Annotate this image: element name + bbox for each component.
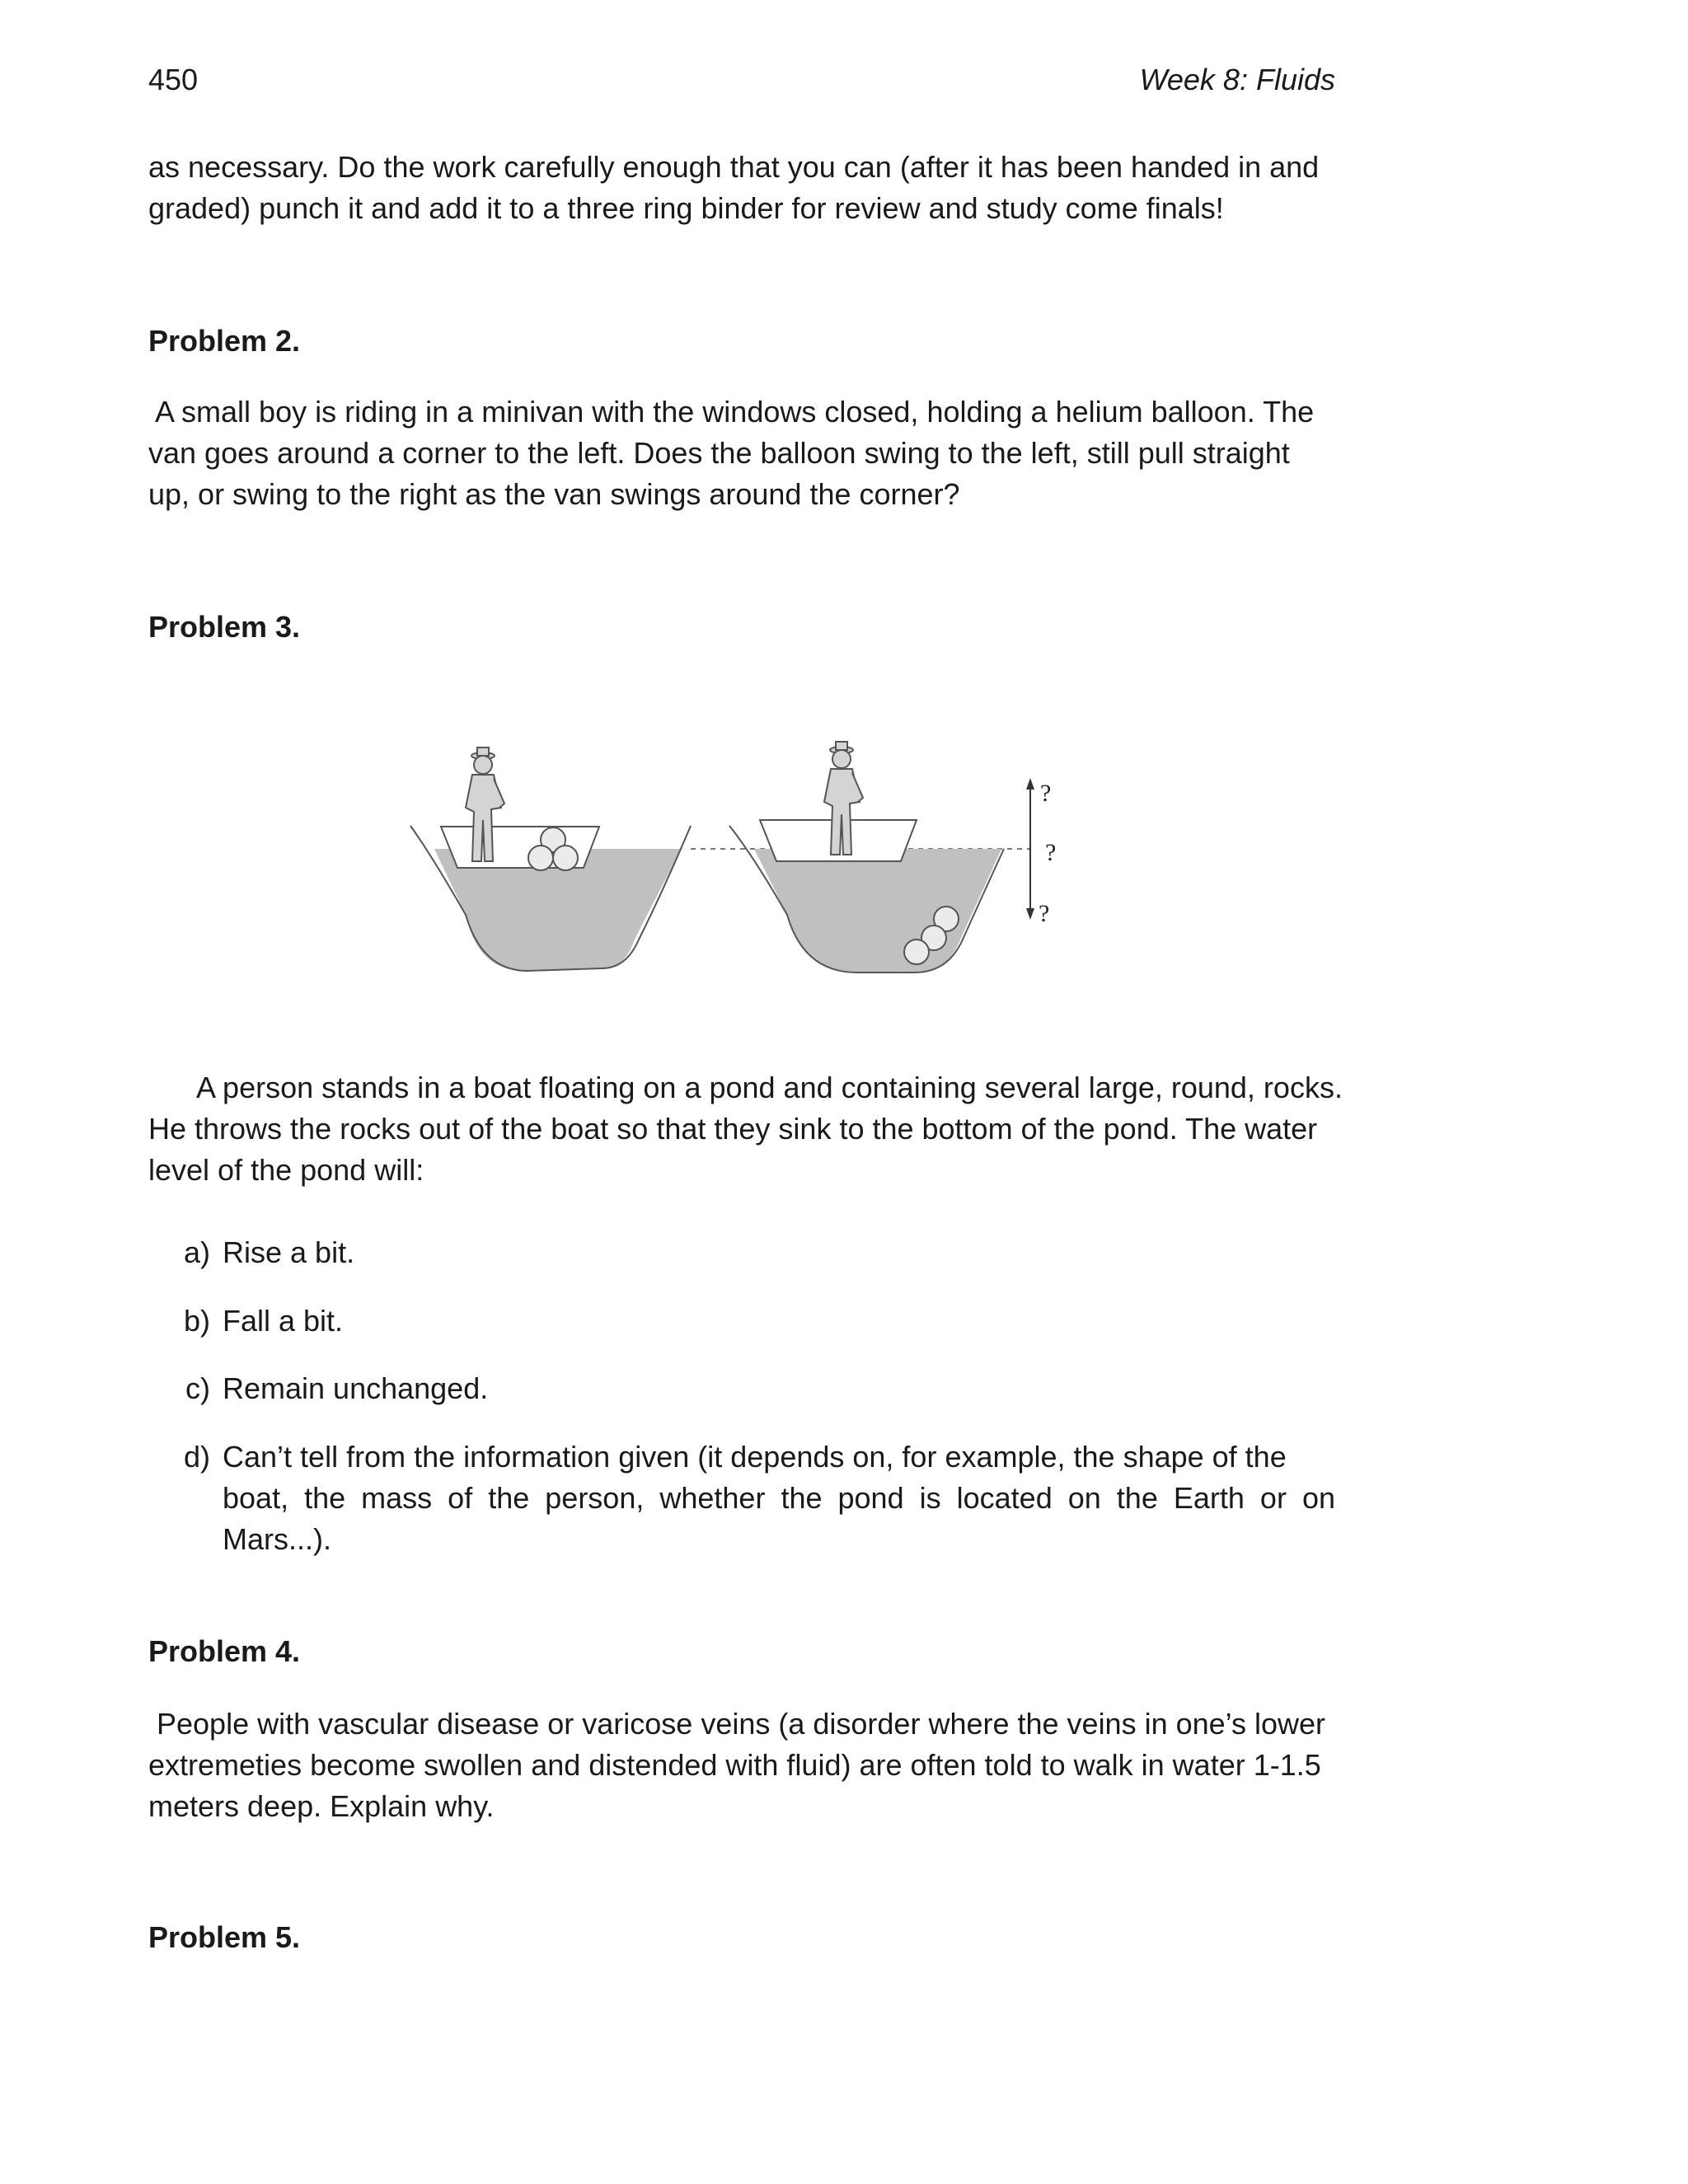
option-b-letter: b) <box>183 1304 210 1338</box>
problem-2-line-1: A small boy is riding in a minivan with the windows closed, holding a helium balloon. The <box>148 395 1315 429</box>
option-b-text: Fall a bit. <box>223 1304 344 1338</box>
arrow-up-head <box>1026 778 1034 790</box>
page-number: 450 <box>148 63 199 96</box>
problem-4-line-2: extremeties become swollen and distended with fluid) are often told to walk in water 1-1.5 <box>148 1748 1321 1782</box>
option-a-text: Rise a bit. <box>223 1235 355 1269</box>
rock-boat-2 <box>528 846 553 870</box>
rock-bottom-3 <box>904 940 929 964</box>
rock-boat-3 <box>553 846 578 870</box>
problem-2-heading: Problem 2. <box>148 324 301 358</box>
problem-2-line-3: up, or swing to the right as the van swings around the corner? <box>148 477 960 511</box>
arrow-down-head <box>1026 908 1034 920</box>
option-d-line-2: boat, the mass of the person, whether the pond is located on the Earth or on Mars...). <box>223 1481 1335 1556</box>
problem-3-line-3: level of the pond will: <box>148 1153 424 1187</box>
right-pond-water <box>754 849 1001 972</box>
question-mark-up: ? <box>1040 780 1052 807</box>
option-a-letter: a) <box>183 1235 210 1269</box>
running-title: Week 8: Fluids <box>1139 63 1335 96</box>
problem-4-line-3: meters deep. Explain why. <box>148 1789 495 1823</box>
problem-5-heading: Problem 5. <box>148 1920 301 1954</box>
question-mark-middle: ? <box>1045 839 1057 866</box>
problem-2-line-2: van goes around a corner to the left. Does the balloon swing to the left, still pull straight <box>148 436 1290 470</box>
problem-3-line-2: He throws the rocks out of the boat so that they sink to the bottom of the pond. The water <box>148 1112 1318 1146</box>
problem-4-heading: Problem 4. <box>148 1634 301 1668</box>
question-mark-down: ? <box>1039 900 1050 927</box>
intro-line-2: graded) punch it and add it to a three ring binder for review and study come finals! <box>148 191 1224 225</box>
intro-line-1: as necessary. Do the work carefully enough that you can (after it has been handed in and <box>148 150 1320 184</box>
option-c-text: Remain unchanged. <box>223 1371 489 1405</box>
problem-4-line-1: People with vascular disease or varicose veins (a disorder where the veins in one’s lower <box>148 1707 1326 1741</box>
problem-3-heading: Problem 3. <box>148 610 301 644</box>
option-d-letter: d) <box>183 1440 210 1474</box>
option-c-letter: c) <box>185 1371 210 1405</box>
problem-3-line-1: A person stands in a boat floating on a pond and containing several large, round, rocks. <box>148 1071 1343 1104</box>
option-d-line-1: Can’t tell from the information given (it depends on, for example, the shape of the <box>223 1440 1287 1474</box>
